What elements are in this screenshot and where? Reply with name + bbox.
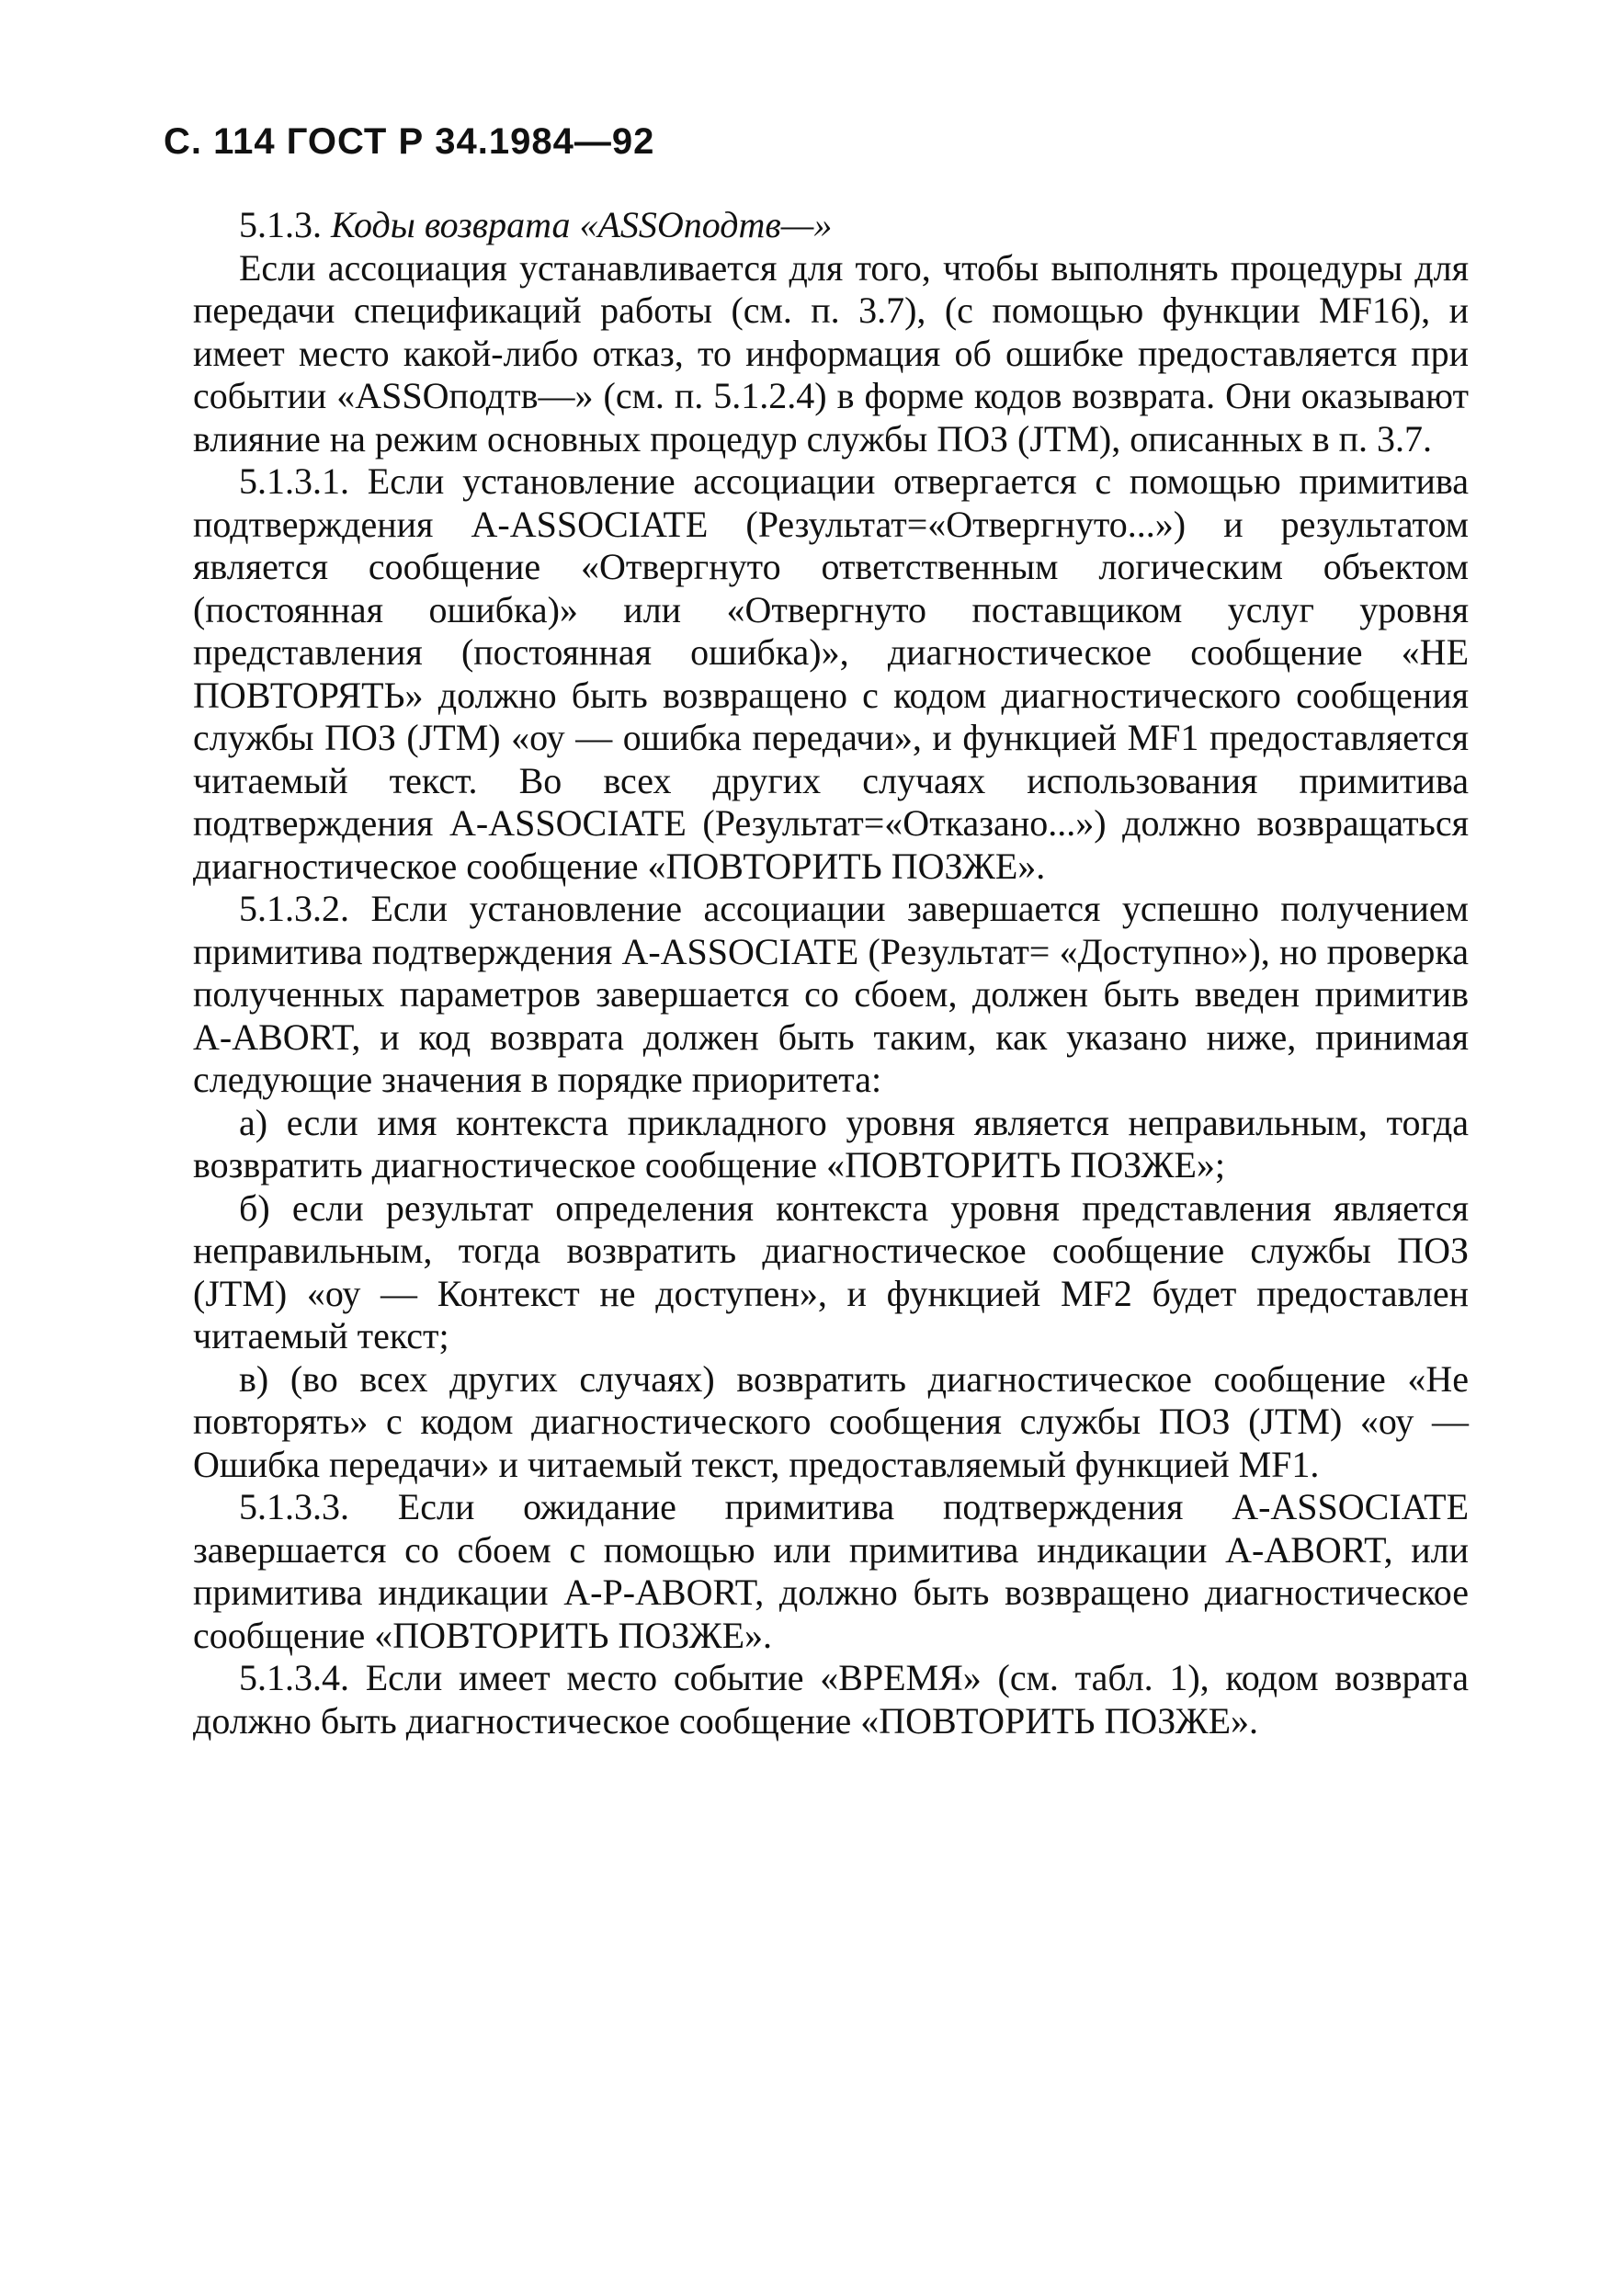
section-title: Коды возврата «ASSOподтв—» [331, 204, 833, 245]
running-head: С. 114 ГОСТ Р 34.1984—92 [164, 121, 655, 162]
paragraph-5-1-3-2: 5.1.3.2. Если установление ассоциации завершается успешно получением примитива подтверждения A-ASSOCIATE (Результат= «Доступно»), но проверка полученных параметров завершается со сбоем, должен быть введен примитив A-ABORT, и код возврата должен быть таким, как указано ниже, принимая следующие значения в порядке приоритета: [193, 888, 1469, 1100]
paragraph-5-1-3-4: 5.1.3.4. Если имеет место событие «ВРЕМЯ» (см. табл. 1), кодом возврата должно быть диагностическое сообщение «ПОВТОРИТЬ ПОЗЖЕ». [193, 1657, 1469, 1742]
list-item-v: в) (во всех других случаях) возвратить диагностическое сообщение «Не повторять» с кодом диагностического сообщения службы ПОЗ (JTM) «оу — Ошибка передачи» и читаемый текст, предоставляемый функцией MF1. [193, 1357, 1469, 1485]
page-content [193, 204, 1469, 1742]
list-item-a: а) если имя контекста прикладного уровня является неправильным, тогда возвратить диагностическое сообщение «ПОВТОРИТЬ ПОЗЖЕ»; [193, 1101, 1469, 1186]
section-heading [193, 204, 1469, 247]
paragraph-5-1-3-1: 5.1.3.1. Если установление ассоциации отвергается с помощью примитива подтверждения A-ASSOCIATE (Результат=«Отвергнуто...») и результатом является сообщение «Отвергнуто ответственным логическим объектом (постоянная ошибка)» или «Отвергнуто поставщиком услуг уровня представления (постоянная ошибка)», диагностическое сообщение «НЕ ПОВТОРЯТЬ» должно быть возвращено с кодом диагностического сообщения службы ПОЗ (JTM) «оу — ошибка передачи», и функцией MF1 предоставляется читаемый текст. Во всех других случаях использования примитива подтверждения A-ASSOCIATE (Результат=«Отказано...») должно возвращаться диагностическое сообщение «ПОВТОРИТЬ ПОЗЖЕ». [193, 460, 1469, 887]
paragraph-5-1-3-3: 5.1.3.3. Если ожидание примитива подтверждения A-ASSOCIATE завершается со сбоем с помощью или примитива индикации A-ABORT, или примитива индикации A-P-ABORT, должно быть возвращено диагностическое сообщение «ПОВТОРИТЬ ПОЗЖЕ». [193, 1486, 1469, 1656]
section-number: 5.1.3. [239, 204, 322, 245]
paragraph-intro: Если ассоциация устанавливается для того, чтобы выполнять процедуры для передачи спецификаций работы (см. п. 3.7), (с помощью функции MF16), и имеет место какой-либо отказ, то информация об ошибке предоставляется при событии «ASSOподтв—» (см. п. 5.1.2.4) в форме кодов возврата. Они оказывают влияние на режим основных процедур службы ПОЗ (JTM), описанных в п. 3.7. [193, 246, 1469, 460]
list-item-b: б) если результат определения контекста уровня представления является неправильным, тогда возвратить диагностическое сообщение службы ПОЗ (JTM) «оу — Контекст не доступен», и функцией MF2 будет предоставлен читаемый текст; [193, 1186, 1469, 1356]
